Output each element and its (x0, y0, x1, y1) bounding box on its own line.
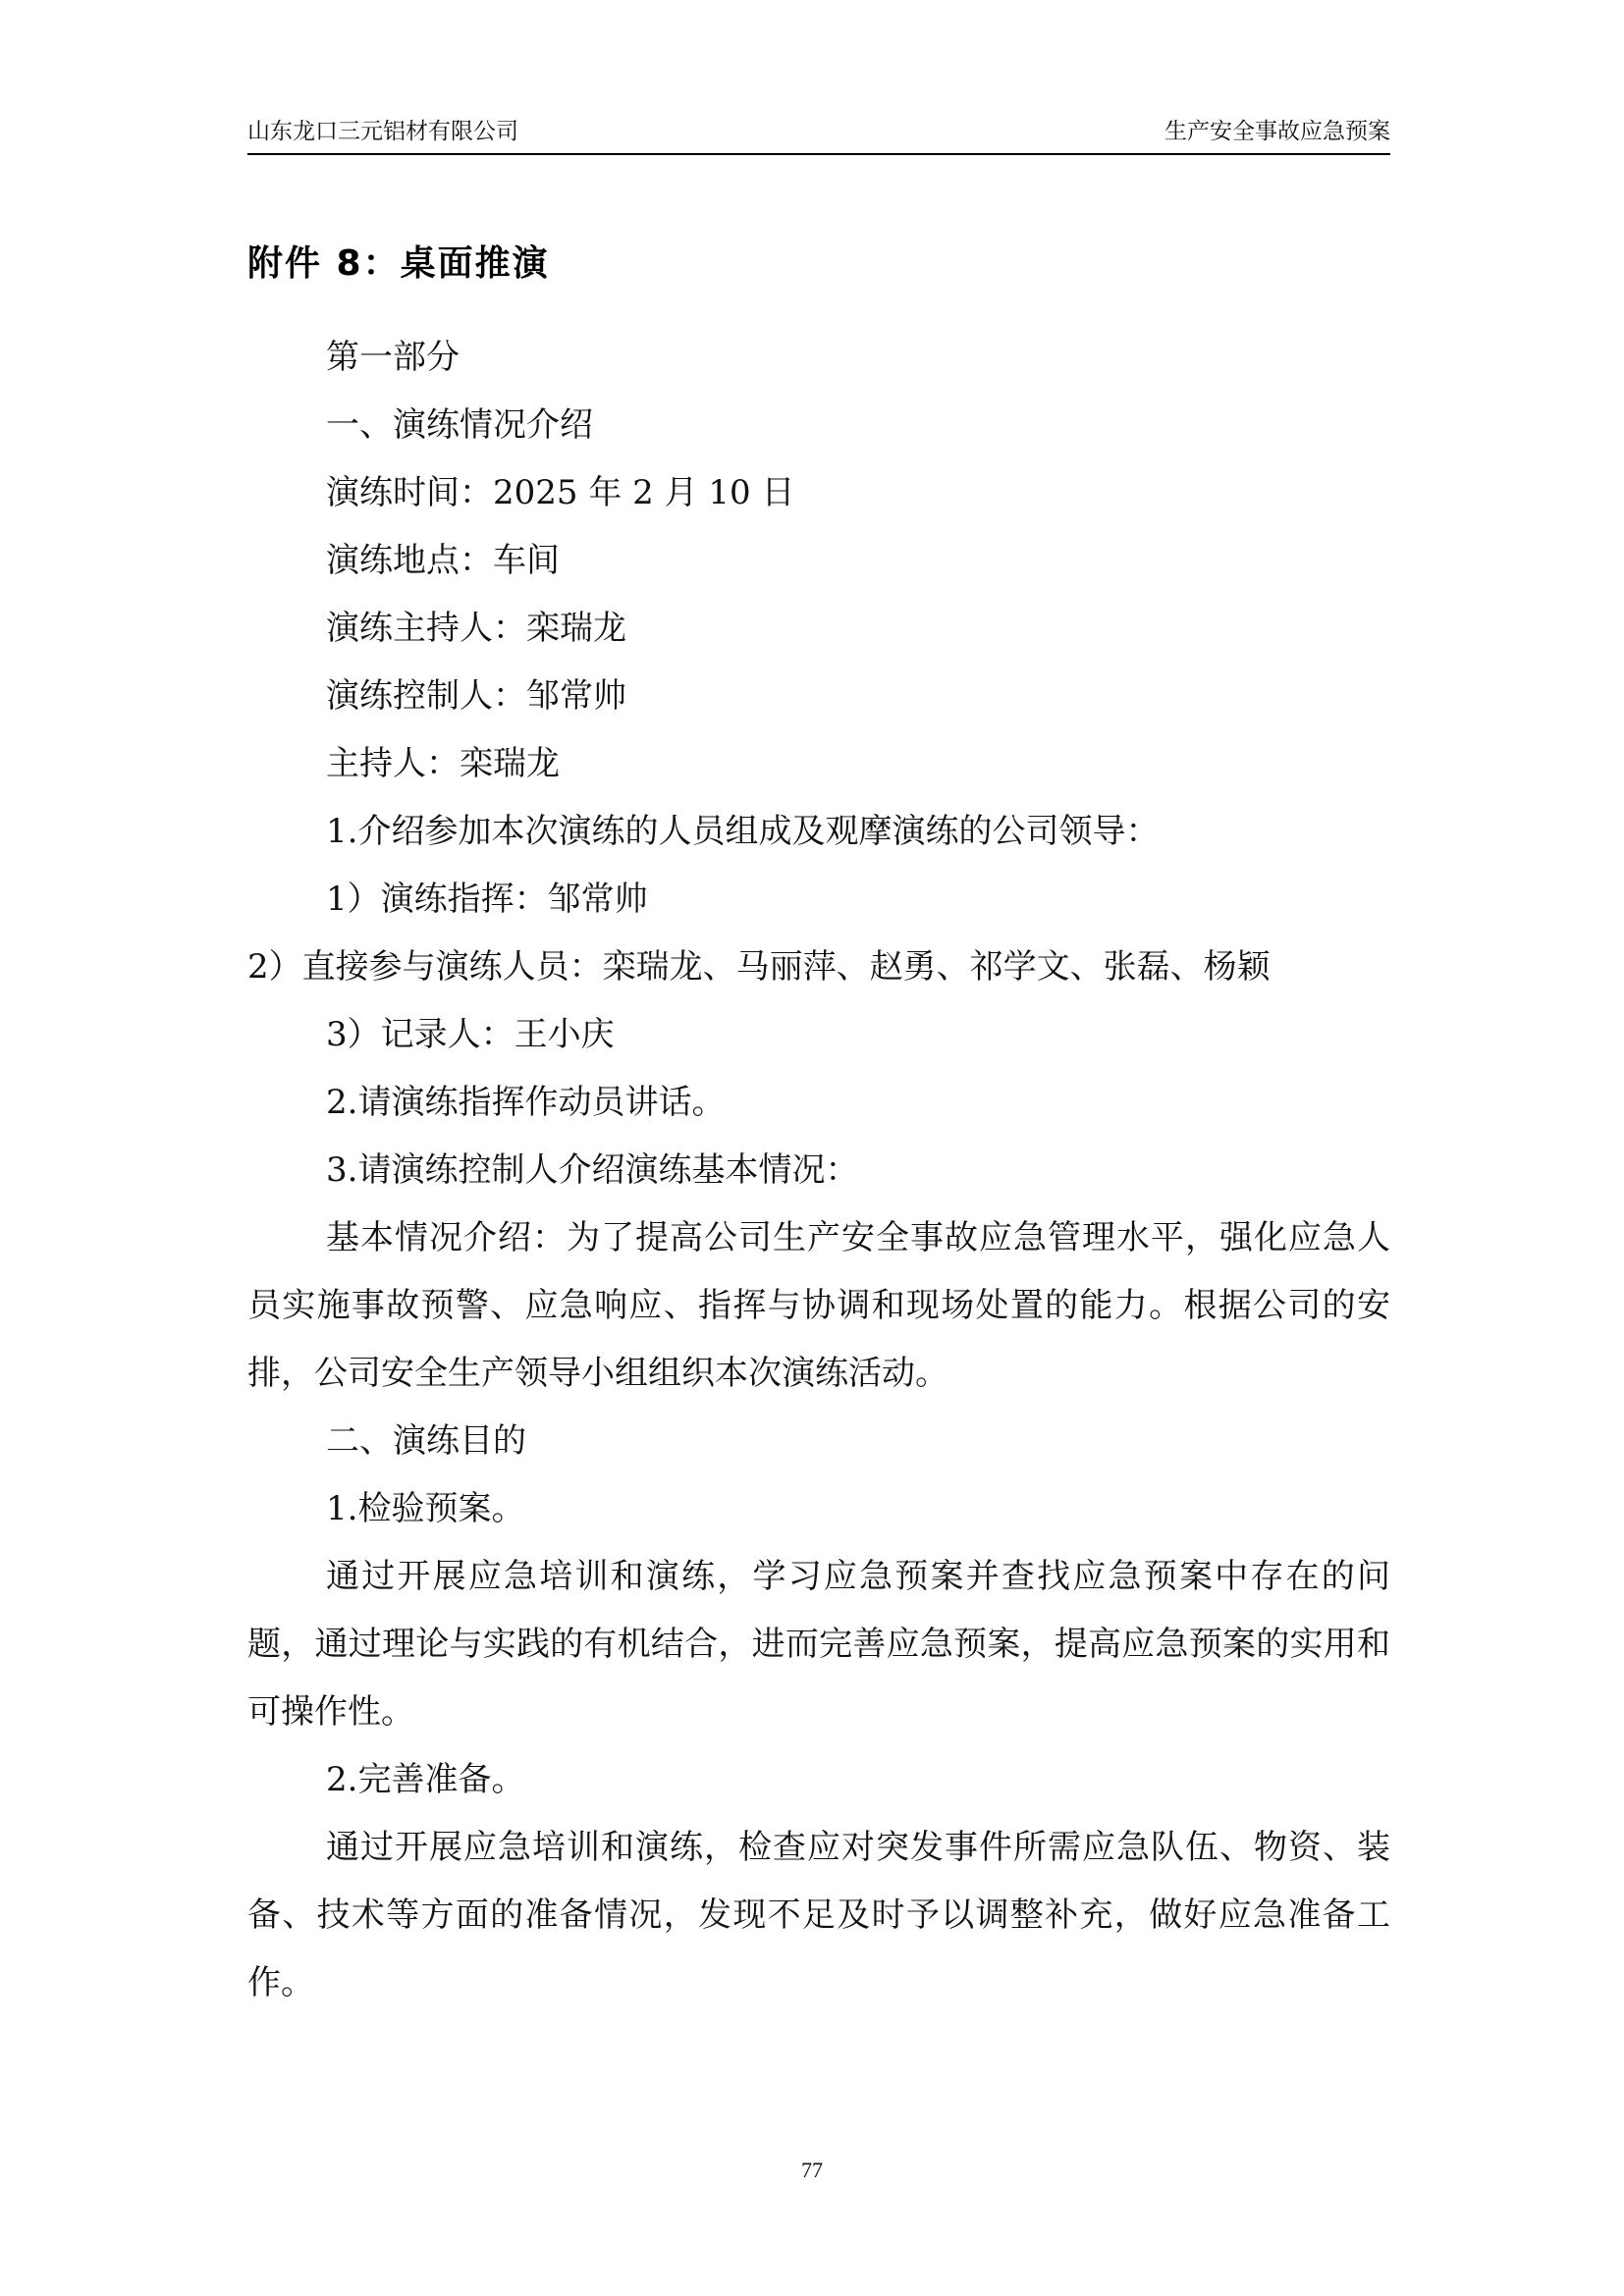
section-heading-intro: 一、演练情况介绍 (326, 405, 593, 445)
page-header (247, 116, 1390, 155)
section-title: 附件 8：桌面推演 (247, 243, 550, 284)
list-item: 3.请演练控制人介绍演练基本情况： (326, 1150, 859, 1190)
section-heading-purpose: 二、演练目的 (326, 1421, 526, 1461)
header-company: 山东龙口三元铝材有限公司 (247, 119, 518, 144)
part-heading: 第一部分 (326, 338, 460, 377)
list-item: 1.检验预案。 (326, 1489, 525, 1528)
host: 主持人：栾瑞龙 (326, 744, 560, 783)
paragraph: 通过开展应急培训和演练，检查应对突发事件所需应急队伍、物资、装备、技术等方面的准备情况，发现不足及时予以调整补充，做好应急准备工作。 (247, 1828, 1390, 2002)
paragraph: 通过开展应急培训和演练，学习应急预案并查找应急预案中存在的问题，通过理论与实践的有机结合，进而完善应急预案，提高应急预案的实用和可操作性。 (247, 1557, 1390, 1732)
list-item: 3）记录人：王小庆 (326, 1015, 615, 1054)
paragraph: 基本情况介绍：为了提高公司生产安全事故应急管理水平，强化应急人员实施事故预警、应急响应、指挥与协调和现场处置的能力。根据公司的安排，公司安全生产领导小组组织本次演练活动。 (247, 1218, 1390, 1393)
drill-host: 演练主持人：栾瑞龙 (326, 609, 626, 648)
page-number: 77 (801, 2158, 823, 2182)
header-doc-title: 生产安全事故应急预案 (1164, 119, 1390, 144)
drill-controller: 演练控制人：邹常帅 (326, 676, 626, 716)
list-item: 2.完善准备。 (326, 1760, 525, 1799)
list-item: 2）直接参与演练人员：栾瑞龙、马丽萍、赵勇、祁学文、张磊、杨颖 (247, 947, 1271, 987)
list-item: 1.介绍参加本次演练的人员组成及观摩演练的公司领导： (326, 812, 1160, 851)
document-body (247, 324, 1390, 2017)
list-item: 2.请演练指挥作动员讲话。 (326, 1083, 726, 1122)
drill-location: 演练地点：车间 (326, 541, 560, 580)
list-item: 1）演练指挥：邹常帅 (326, 880, 648, 919)
drill-time: 演练时间：2025 年 2 月 10 日 (326, 473, 795, 512)
